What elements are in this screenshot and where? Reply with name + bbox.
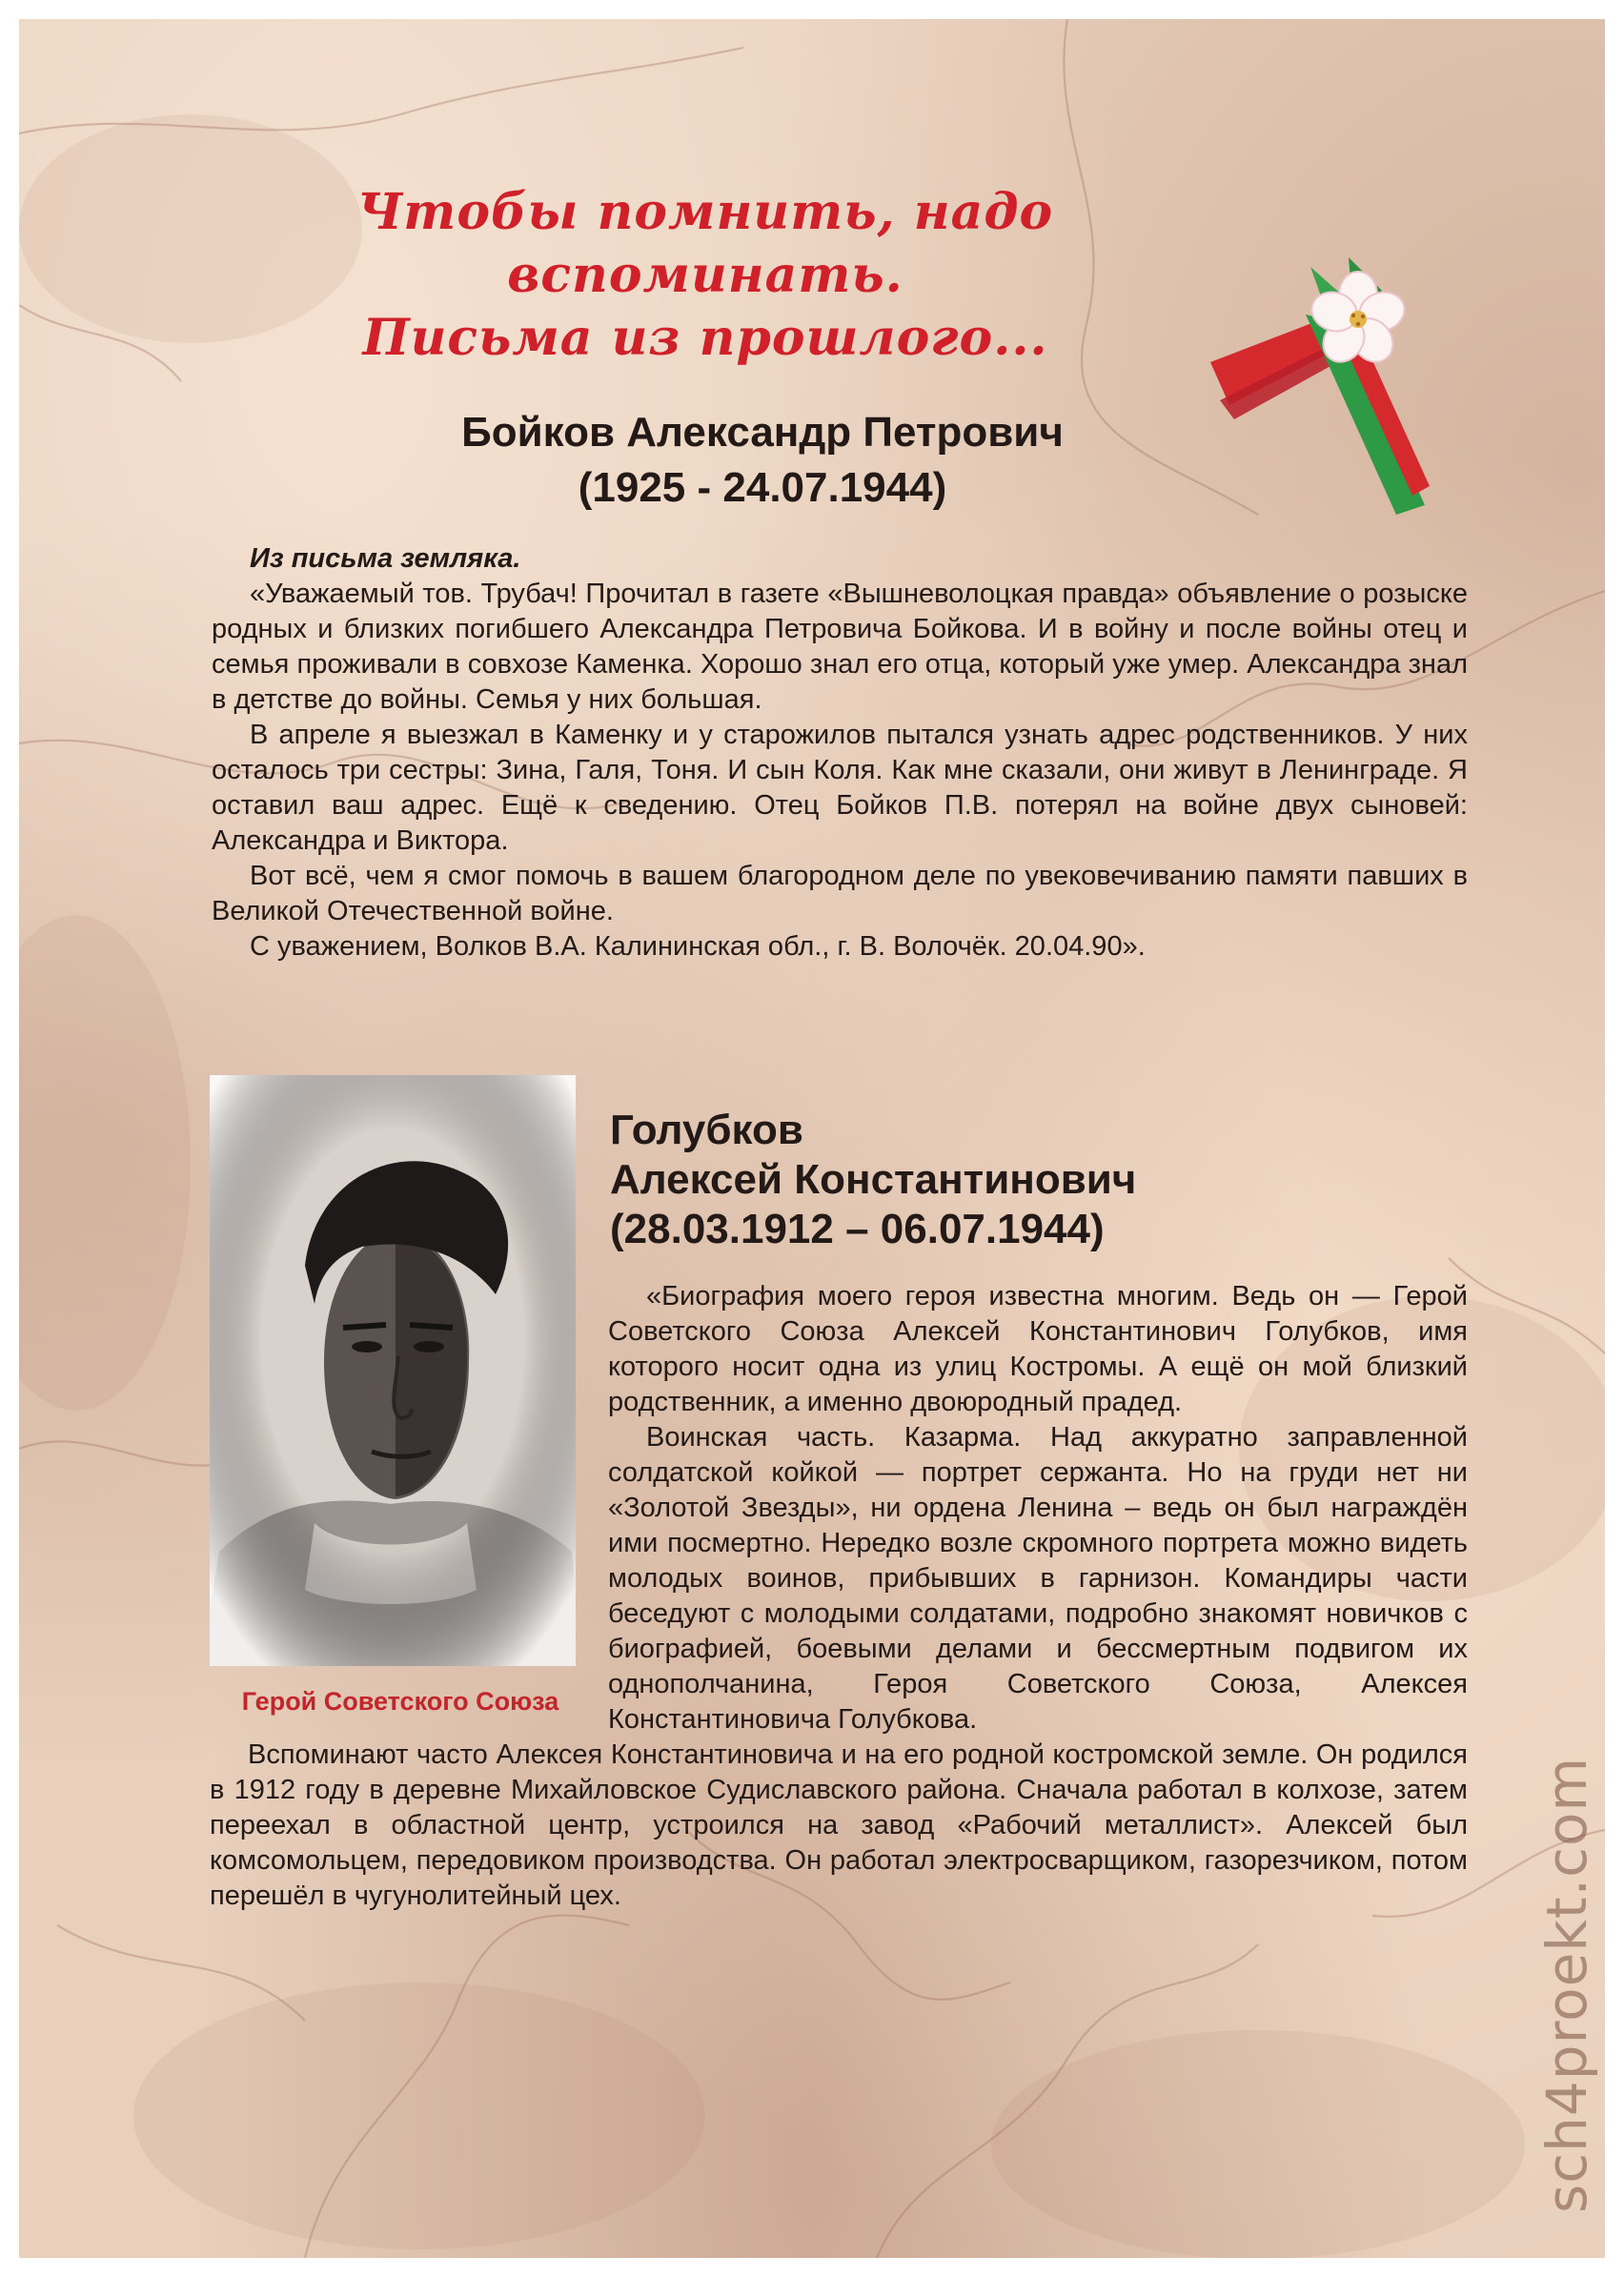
section1-paragraph-4: С уважением, Волков В.А. Калининская обл., г. В. Волочёк. 20.04.90». <box>250 931 1146 962</box>
section1-paragraph-3: Вот всё, чем я смог помочь в вашем благородном деле по увековечиванию памяти павших в Великой Отечественной войне. <box>212 861 1468 926</box>
section2-paragraph-1: «Биография моего героя известна многим. Ведь он — Герой Советского Союза Алексей Константинович Голубков, имя которого носит одна из улиц Костромы. А ещё он мой близкий родственник, а именно двоюродный прадед. <box>608 1281 1468 1417</box>
site-watermark: sch4proekt.com <box>1534 1757 1599 2213</box>
motto-line-2: Письма из прошлого... <box>362 309 1048 367</box>
section1-lead: Из письма земляка. <box>250 543 521 574</box>
photo-text-wrap-spacer <box>210 1279 608 1718</box>
section2-surname: Голубков <box>610 1107 803 1153</box>
section2-paragraph-3: Вспоминают часто Алексея Константиновича и на его родной костромской земле. Он родился в 1912 году в деревне Михайловское Судиславского района. Сначала работал в колхозе, затем переехал в областной центр, устроился на завод «Рабочий металлист». Алексей был комсомольцем, передовиком производства. Он работал электросварщиком, газорезчиком, потом перешёл в чугунолитейный цех. <box>210 1739 1468 1911</box>
section1-letter <box>212 541 1468 965</box>
section2-dates: (28.03.1912 – 06.07.1944) <box>610 1206 1105 1252</box>
section1-dates: (1925 - 24.07.1944) <box>578 464 947 511</box>
section2-heading <box>610 1106 1468 1254</box>
section2-biography <box>210 1279 1468 1914</box>
section1-paragraph-2: В апреле я выезжал в Каменку и у старожилов пытался узнать адрес родственников. У них осталось три сестры: Зина, Галя, Тоня. И сын Коля. Как мне сказали, они живут в Ленинграде. Я оставил ваш адрес. Ещё к сведению. Отец Бойков П.В. потерял на войне двух сыновей: Александра и Виктора. <box>212 720 1468 856</box>
section2-paragraph-2: Воинская часть. Казарма. Над аккуратно заправленной солдатской койкой — портрет сержанта. Но на груди нет ни «Золотой Звезды», ни ордена Ленина – ведь он был награждён ими посмертно. Нередко возле скромного портрета можно видеть молодых воинов, прибывших в гарнизон. Командиры части беседуют с молодыми солдатами, подробно знакомят новичков с биографией, боевыми делами и бессмертным подвигом их однополчанина, Героя Советского Союза, Алексея Константиновича Голубкова. <box>608 1422 1468 1735</box>
section1-paragraph-1: «Уважаемый тов. Трубач! Прочитал в газете «Вышневолоцкая правда» объявление о розыске родных и близких погибшего Александра Петровича Бойкова. И в войну и после войны отец и семья проживали в совхозе Каменка. Хорошо знал его отца, который уже умер. Александра знал в детстве до войны. Семья у них большая. <box>212 579 1468 715</box>
ribbon-with-apple-blossom-icon <box>1191 200 1439 524</box>
poster-page <box>19 19 1605 2258</box>
section1-heading <box>334 405 1191 516</box>
motto-heading <box>210 181 1201 370</box>
section1-name: Бойков Александр Петрович <box>461 409 1064 456</box>
photo-caption: Герой Советского Союза <box>241 1687 559 1716</box>
section2-given-names: Алексей Константинович <box>610 1156 1137 1203</box>
motto-line-1: Чтобы помнить, надо вспоминать. <box>356 183 1054 304</box>
